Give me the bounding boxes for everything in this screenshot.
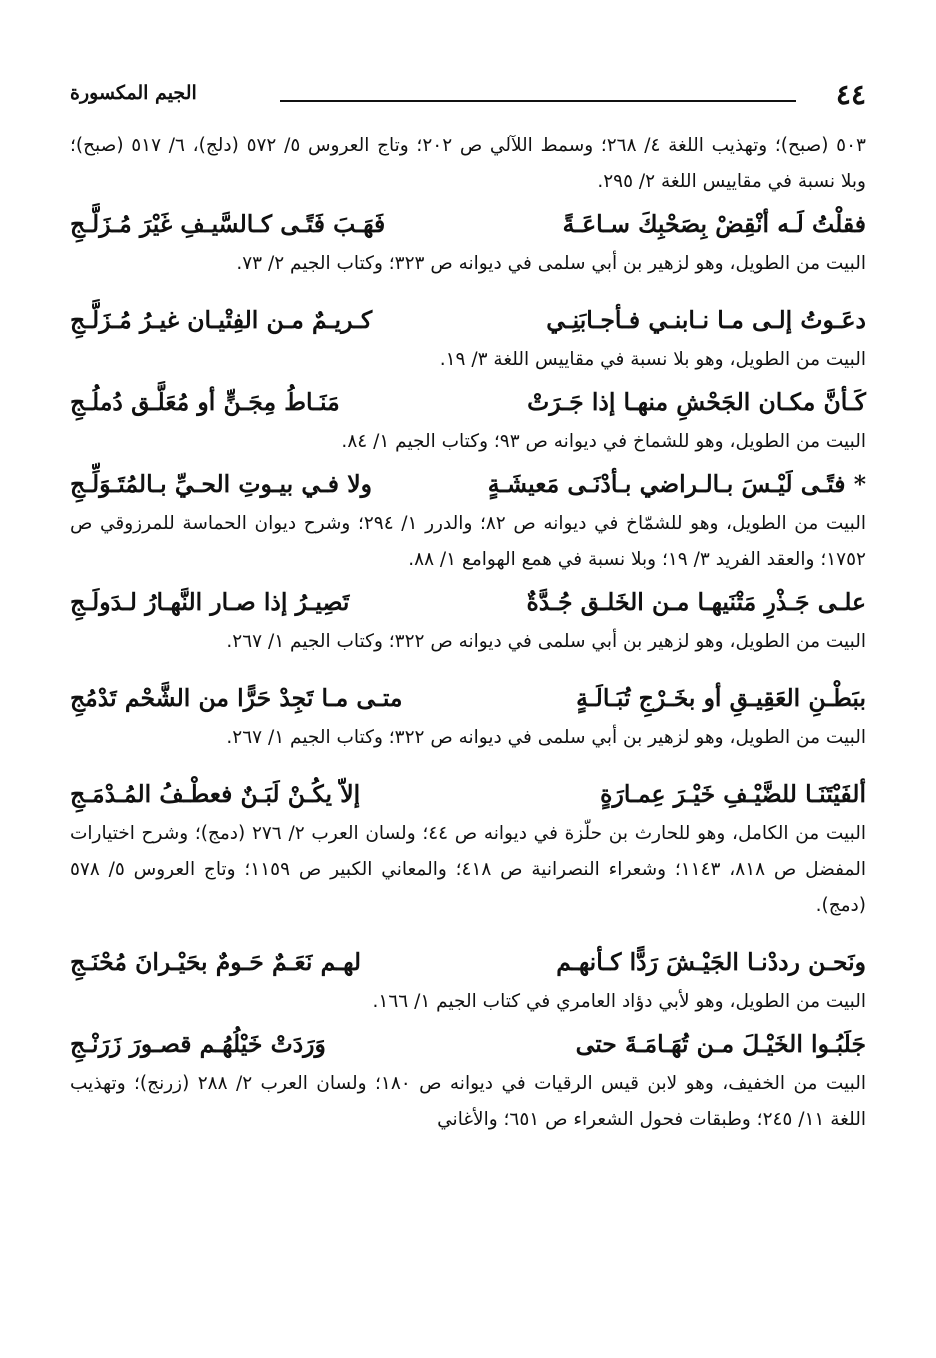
verse-second-hemistich: تَصِيـرُ إذا صـار النَّهـارُ لـدَولَـجِ bbox=[70, 588, 350, 616]
verse-first-hemistich: دعَـوتُ إلـى مـا نـابنـي فـأجـابَنِـي bbox=[546, 306, 866, 334]
verse-first-hemistich: علـى جَـذْرِ مَتْنَيهـا مـن الخَلـق جُـدَّةٌ bbox=[526, 588, 866, 616]
footnote-text: البيت من الطويل، وهو لزهير بن أبي سلمى في ديوانه ص ٣٢٢؛ وكتاب الجيم ١/ ٢٦٧. bbox=[226, 727, 866, 748]
verse-line bbox=[70, 202, 866, 246]
verse-second-hemistich: كـريـمٌ مـن الفِتْيـان غيـرُ مُـزَلَّـجِ bbox=[70, 306, 373, 334]
verse-line bbox=[70, 676, 866, 720]
footnote-text: البيت من الطويل، وهو لأبي دؤاد العامري في كتاب الجيم ١/ ١٦٦. bbox=[372, 991, 866, 1012]
verse-first-hemistich: ألفَيْتَنَـا للضَّيْـفِ خَيْـرَ عِمـارَةٍ bbox=[600, 780, 866, 808]
verse-second-hemistich: وَرَدَتْ خَيْلُهُـم قصـورَ زَرَنْـجِ bbox=[70, 1030, 326, 1058]
page-number: ٤٤ bbox=[835, 78, 866, 111]
footnote-text: البيت من الطويل، وهو لزهير بن أبي سلمى في ديوانه ص ٣٢٢؛ وكتاب الجيم ١/ ٢٦٧. bbox=[226, 631, 866, 652]
footnote-text: ٥٠٣ (صبح)؛ وتهذيب اللغة ٤/ ٢٦٨؛ وسمط اللآلي ص ٢٠٢؛ وتاج العروس ٥/ ٥٧٢ (دلج)، ٦/ ٥١٧ (صبح)؛ وبلا نسبة في مقاييس اللغة ٢/ ٢٩٥. bbox=[70, 135, 866, 192]
verse-first-hemistich: فقلْتُ لَـه أنْقِضْ بِصَحْبِكَ سـاعَـةً bbox=[562, 210, 866, 238]
footnote-text: البيت من الطويل، وهو للشماخ في ديوانه ص ٩٣؛ وكتاب الجيم ١/ ٨٤. bbox=[341, 431, 866, 452]
verse-second-hemistich: لهـم نَعَـمٌ حَـومٌ بحَيْـرانَ مُحْنَـجِ bbox=[70, 948, 362, 976]
verse-line bbox=[70, 580, 866, 624]
verse-second-hemistich: ولا فـي بيـوتِ الحـيِّ بـالمُتَـوَلِّـجِ bbox=[70, 470, 372, 498]
footnote-text: البيت من الخفيف، وهو لابن قيس الرقيات في ديوانه ص ١٨٠؛ ولسان العرب ٢/ ٢٨٨ (زرنج)؛ وتهذيب اللغة ١١/ ٢٤٥؛ وطبقات فحول الشعراء ص ٦٥١؛ والأغاني bbox=[70, 1073, 866, 1130]
verse-second-hemistich: مَنَـاطُ مِجَـنٍّ أو مُعَلَّـق دُملُـجِ bbox=[70, 388, 340, 416]
verse-second-hemistich: متـى مـا تَجِدْ حَرًّا من الشَّحْم تَدْمُجِ bbox=[70, 684, 403, 712]
verse-first-hemistich: ببَطْـنِ العَقِيـقِ أو بخَـرْجِ تُبَـالَـةٍ bbox=[576, 684, 866, 712]
running-title: الجيم المكسورة bbox=[70, 82, 197, 104]
footnote-text: البيت من الطويل، وهو للشمّاخ في ديوانه ص ٨٢؛ والدرر ١/ ٢٩٤؛ وشرح ديوان الحماسة للمرزوقي ص ١٧٥٢؛ والعقد الفريد ٣/ ١٩؛ وبلا نسبة في همع الهوامع ١/ ٨٨. bbox=[70, 513, 866, 570]
verse-line bbox=[70, 298, 866, 342]
verse-line bbox=[70, 772, 866, 816]
page-header bbox=[70, 78, 866, 118]
footnote-text: البيت من الطويل، وهو لزهير بن أبي سلمى في ديوانه ص ٣٢٣؛ وكتاب الجيم ٢/ ٧٣. bbox=[236, 253, 866, 274]
verse-line bbox=[70, 462, 866, 506]
verse-second-hemistich: فَهَـبَ فَتًـى كـالسَّيـفِ غَيْرَ مُـزَلَّـجِ bbox=[70, 210, 386, 238]
footnote-text: البيت من الكامل، وهو للحارث بن حلّزة في ديوانه ص ٤٤؛ ولسان العرب ٢/ ٢٧٦ (دمج)؛ وشرح اختيارات المفضل ص ٨١٨، ١١٤٣؛ وشعراء النصرانية ص ٤١٨؛ والمعاني الكبير ص ١١٥٩؛ وتاج العروس ٥/ ٥٧٨ (دمج). bbox=[70, 823, 867, 916]
verse-first-hemistich: جَلَبُـوا الخَيْـلَ مـن تُهَـامَـةَ حتى bbox=[575, 1030, 866, 1058]
header-rule bbox=[280, 100, 796, 102]
verse-first-hemistich: كَـأنَّ مكـان الجَحْشِ منهـا إذا جَـرَتْ bbox=[527, 388, 866, 416]
page-body bbox=[70, 128, 866, 1138]
verse-line bbox=[70, 1022, 866, 1066]
verse-line bbox=[70, 380, 866, 424]
verse-second-hemistich: إلاّ يكُـنْ لَبَـنٌ فعطْـفُ المُـدْمَـجِ bbox=[70, 780, 361, 808]
footnote-text: البيت من الطويل، وهو بلا نسبة في مقاييس اللغة ٣/ ١٩. bbox=[439, 349, 866, 370]
verse-first-hemistich: ونَحـن رددْنـا الجَيْـشَ رَدًّا كـأنهـم bbox=[556, 948, 866, 976]
verse-line bbox=[70, 940, 866, 984]
verse-first-hemistich: * فتًـى لَيْـسَ بـالـراضي بـأدْنَـى مَعيشَـةٍ bbox=[487, 470, 866, 498]
